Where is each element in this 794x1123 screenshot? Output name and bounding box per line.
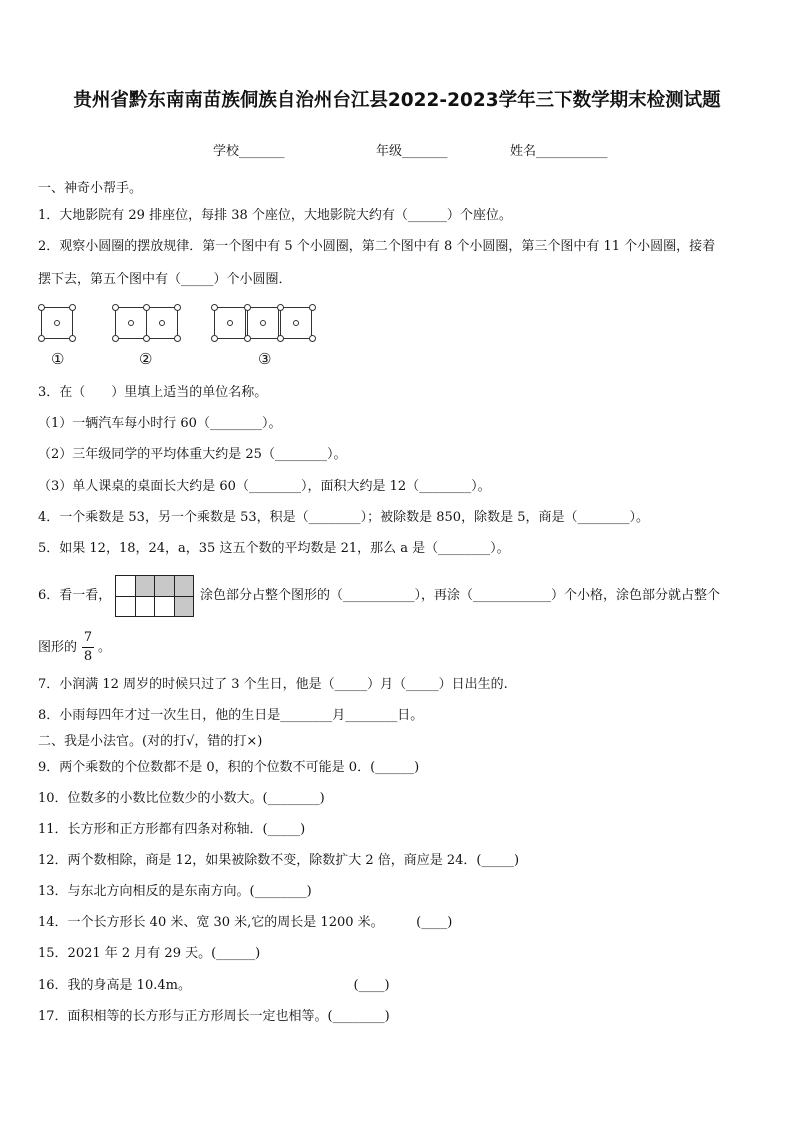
question-16: 16．我的身高是 10.4m。 (____): [38, 978, 390, 993]
question-1: 1．大地影院有 29 排座位，每排 38 个座位，大地影院大约有（______）个座位。: [38, 208, 512, 223]
question-10: 10．位数多的小数比位数少的小数大。(________): [38, 791, 325, 806]
grid-cell: [136, 597, 156, 618]
page-title: 贵州省黔东南南苗族侗族自治州台江县2022-2023学年三下数学期末检测试题: [73, 90, 721, 111]
grid-cell: [175, 576, 195, 597]
question-8: 8．小雨每四年才过一次生日，他的生日是________月________日。: [38, 708, 424, 723]
question-5: 5．如果 12，18，24，a，35 这五个数的平均数是 21，那么 a 是（________）。: [38, 541, 510, 556]
question-6-end: 。: [98, 640, 112, 655]
question-6-line-2: 图形的: [38, 640, 78, 655]
grade-field: 年级_______: [376, 144, 448, 159]
question-6-text: 涂色部分占整个图形的（___________），再涂（____________）个小格，涂色部分就占整个: [200, 588, 721, 603]
question-13: 13．与东北方向相反的是东南方向。(________): [38, 884, 312, 899]
question-2-line-2: 摆下去，第五个图中有（_____）个小圆圈．: [38, 272, 292, 287]
grid-cell: [175, 597, 195, 618]
question-4: 4．一个乘数是 53，另一个乘数是 53，积是（________）；被除数是 850，除数是 5，商是（________）。: [38, 510, 649, 525]
fraction-numerator: 7: [83, 630, 93, 645]
school-field: 学校_______: [213, 144, 285, 159]
figure-label-2: ②: [139, 350, 153, 368]
grid-cell: [155, 576, 175, 597]
question-3: 3．在（ ）里填上适当的单位名称。: [38, 385, 268, 400]
question-7: 7．小润满 12 周岁的时候只过了 3 个生日，他是（_____）月（_____）日出生的.: [38, 677, 508, 692]
section-heading-2: 二、我是小法官。(对的打√，错的打×): [38, 734, 263, 749]
question-9: 9．两个乘数的个位数都不是 0，积的个位数不可能是 0．(______): [38, 760, 420, 775]
grid-cell: [155, 597, 175, 618]
question-2-line-1: 2．观察小圆圈的摆放规律．第一个图中有 5 个小圆圈，第二个图中有 8 个小圆圈，第三个图中有 11 个小圆圈，接着: [38, 239, 716, 254]
grid-cell: [116, 597, 136, 618]
figure-label-1: ①: [51, 350, 65, 368]
question-14: 14．一个长方形长 40 米、宽 30 米,它的周长是 1200 米。 (____): [38, 915, 453, 930]
question-17: 17．面积相等的长方形与正方形周长一定也相等。(________): [38, 1009, 390, 1024]
shaded-grid-figure: [115, 575, 194, 617]
question-11: 11．长方形和正方形都有四条对称轴．(_____): [38, 822, 306, 837]
name-field: 姓名___________: [510, 144, 608, 159]
question-15: 15．2021 年 2 月有 29 天。(______): [38, 946, 261, 961]
question-6-prefix: 6．看一看，: [38, 588, 112, 603]
grid-cell: [116, 576, 136, 597]
question-3-part-3: （3）单人课桌的桌面长大约是 60（________），面积大约是 12（________）。: [38, 479, 491, 494]
figure-label-3: ③: [258, 350, 272, 368]
grid-cell: [136, 576, 156, 597]
question-3-part-1: （1）一辆汽车每小时行 60（________）。: [38, 416, 282, 431]
question-3-part-2: （2）三年级同学的平均体重大约是 25（________）。: [38, 447, 347, 462]
question-12: 12．两个数相除，商是 12，如果被除数不变，除数扩大 2 倍，商应是 24．(_____): [38, 853, 520, 868]
section-heading-1: 一、神奇小帮手。: [38, 181, 143, 196]
fraction-denominator: 8: [83, 649, 93, 664]
fraction-seven-eighths: [82, 630, 94, 665]
